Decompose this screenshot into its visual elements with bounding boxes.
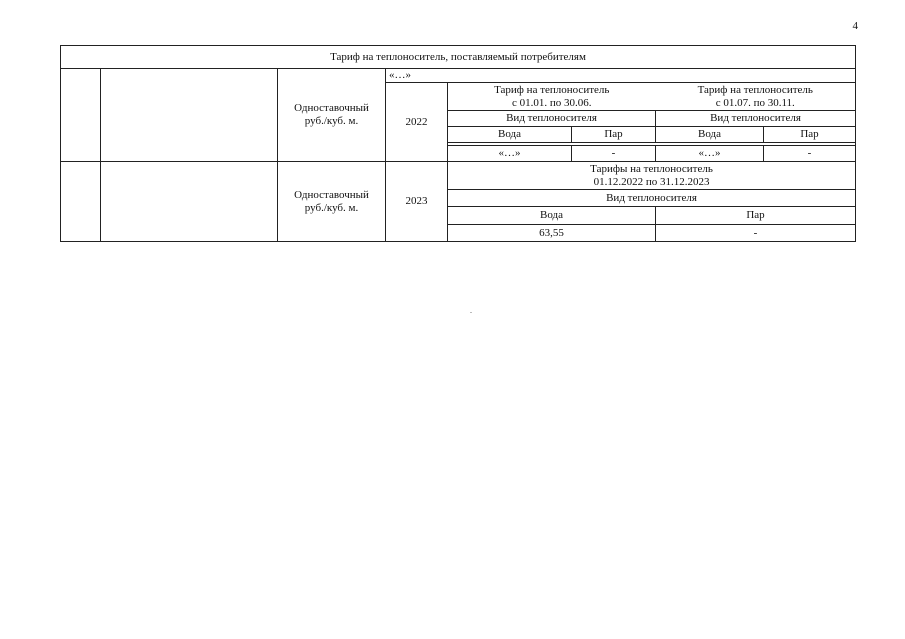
water-label-2: Вода <box>656 127 764 143</box>
year-cell-2023: 2023 <box>386 162 448 242</box>
period-header-2 <box>656 83 856 111</box>
placeholder-row: «…» <box>386 69 856 83</box>
steam-label-2023: Пар <box>656 207 856 225</box>
water-value-2: «…» <box>656 146 764 162</box>
page-number: 4 <box>852 20 858 32</box>
tariff-type-line1: Одноставочный <box>294 102 369 114</box>
name-cell-2022 <box>101 69 278 162</box>
steam-label-2: Пар <box>764 127 856 143</box>
period1-line2: с 01.01. по 30.06. <box>511 96 592 109</box>
row-number-cell-2023 <box>61 162 101 242</box>
year-cell-2022: 2022 <box>386 83 448 162</box>
period2-line1: Тариф на теплоноситель <box>697 83 813 96</box>
steam-value-2: - <box>764 146 856 162</box>
steam-value-1: - <box>572 146 656 162</box>
tariff-type-cell-2022 <box>278 69 386 162</box>
tariff-type-line1: Одноставочный <box>294 188 369 201</box>
carrier-header-2: Вид теплоносителя <box>656 111 856 127</box>
period-2023-line1: Тарифы на теплоноситель <box>590 162 713 175</box>
row-number-cell-2022 <box>61 69 101 162</box>
period-2023-line2: 01.12.2022 по 31.12.2023 <box>593 175 710 188</box>
water-label-1: Вода <box>448 127 572 143</box>
carrier-header-1: Вид теплоносителя <box>448 111 656 127</box>
tariff-table <box>60 45 856 242</box>
period-header-1 <box>448 83 656 111</box>
table-title: Тариф на теплоноситель, поставляемый потребителям <box>61 46 856 69</box>
tariff-type-cell-2023 <box>278 162 386 242</box>
tariff-type-line2: руб./куб. м. <box>304 201 359 214</box>
carrier-header-2023: Вид теплоносителя <box>448 190 856 207</box>
period1-line1: Тариф на теплоноситель <box>494 83 610 96</box>
water-label-2023: Вода <box>448 207 656 225</box>
water-value-2023: 63,55 <box>448 225 656 242</box>
steam-label-1: Пар <box>572 127 656 143</box>
tariff-type-line2: руб./куб. м. <box>304 115 359 127</box>
water-value-1: «…» <box>448 146 572 162</box>
steam-value-2023: - <box>656 225 856 242</box>
scan-speck <box>470 312 472 313</box>
name-cell-2023 <box>101 162 278 242</box>
period2-line2: с 01.07. по 30.11. <box>715 96 795 109</box>
period-header-2023 <box>448 162 856 190</box>
